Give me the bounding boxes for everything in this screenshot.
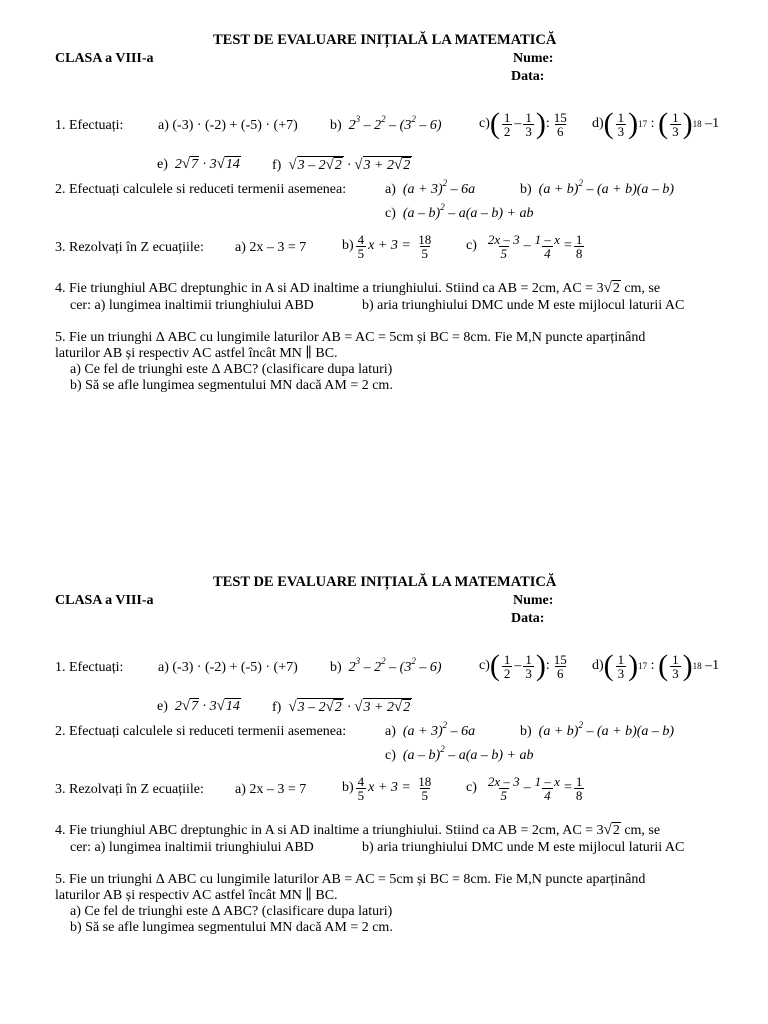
q3-c: c) $\frac{2x - 3}{5}$ – $\frac{1 - x}{4}$ = $\frac{1}{8}$ bbox=[466, 231, 583, 261]
q1-label: 1. Efectuați: bbox=[55, 118, 124, 133]
name-label: Nume: bbox=[513, 51, 554, 66]
q1-f-label: f) bbox=[272, 700, 282, 715]
q1-e: e) 2√7 · 3√14 bbox=[157, 156, 240, 172]
q5-b: b) Să se afle lungimea segmentului MN dacă AM = 2 cm. bbox=[70, 378, 393, 393]
fraction: $\frac{1}{3}$ bbox=[672, 109, 679, 139]
q5-line1: 5. Fie un triunghi Δ ABC cu lungimile laturilor AB = AC = 5cm și BC = 8cm. Fie M,N puncte aparținând bbox=[55, 330, 646, 345]
q2-a: a) $(a + 3)^2 - 6a$ bbox=[385, 720, 476, 739]
q1-b-expr: $2^3 - 2^2 - (3^2 - 6)$ bbox=[345, 656, 442, 675]
fraction: $\frac{4}{5}$ bbox=[357, 773, 365, 803]
q4-text-end: cm, se bbox=[624, 281, 661, 296]
q3-b: b) $\frac{4}{5}$ x + 3 = $\frac{18}{5}$ bbox=[342, 773, 432, 803]
fraction: $\frac{2x - 3}{5}$ bbox=[487, 773, 520, 803]
q5-a: a) Ce fel de triunghi este Δ ABC? (clasificare dupa laturi) bbox=[70, 362, 393, 377]
q1-b-label: b) bbox=[330, 660, 342, 675]
fraction: $\frac{1}{8}$ bbox=[575, 773, 583, 803]
q2-c: c) (a – b)$^2$ – a(a – b) + ab bbox=[385, 202, 534, 221]
q1-label: 1. Efectuați: bbox=[55, 660, 124, 675]
q2-c: c) (a – b)$^2$ – a(a – b) + ab bbox=[385, 744, 534, 763]
q1-b-expr: $2^3 - 2^2 - (3^2 - 6)$ bbox=[345, 114, 442, 133]
q1-f: f) √3 – 2√2 · √3 + 2√2 bbox=[272, 699, 411, 715]
q3-b-label: b) bbox=[342, 780, 354, 795]
q2-a-label: a) bbox=[385, 724, 396, 739]
q4-text-end: cm, se bbox=[624, 823, 661, 838]
q4-a: cer: a) lungimea inaltimii triunghiului ABD bbox=[70, 298, 314, 313]
q2-b: b) $(a + b)^2 - (a + b)(a - b)$ bbox=[520, 720, 675, 739]
q2-b-label: b) bbox=[520, 724, 532, 739]
q1-d-label: d) bbox=[592, 658, 604, 673]
q4-line1: 4. Fie triunghiul ABC dreptunghic in A si AD inaltime a triunghiului. Stiind ca AB = 2cm, AC = 3√2 cm, se bbox=[55, 822, 661, 838]
q2-text: 2. Efectuați calculele si reduceti termenii asemenea: bbox=[55, 182, 347, 197]
test-title: TEST DE EVALUARE INIȚIALĂ LA MATEMATICĂ bbox=[213, 32, 557, 48]
test-title: TEST DE EVALUARE INIȚIALĂ LA MATEMATICĂ bbox=[213, 574, 557, 590]
test-sheet-2 bbox=[0, 542, 768, 942]
fraction: $\frac{1}{2}$ bbox=[503, 109, 511, 139]
q2-a-label: a) bbox=[385, 182, 396, 197]
q1-a: a) (-3) · (-2) + (-5) · (+7) bbox=[158, 118, 298, 133]
q1-c: c) ( $\frac{1}{2}$ – $\frac{1}{3}$ ) : $\frac{15}{6}$ bbox=[479, 649, 567, 682]
q2-c-label: c) bbox=[385, 206, 396, 221]
fraction: $\frac{1}{3}$ bbox=[617, 651, 625, 681]
q3-a: a) 2x – 3 = 7 bbox=[235, 782, 307, 797]
fraction: $\frac{1}{8}$ bbox=[575, 231, 583, 261]
q1-d: d) ( $\frac{1}{3}$ ) 17 : ( $\frac{1}{3}$ ) 18 –1 bbox=[592, 107, 720, 140]
q1-b bbox=[330, 656, 442, 676]
fraction: $\frac{2x - 3}{5}$ bbox=[487, 231, 520, 261]
fraction: $\frac{1}{3}$ bbox=[525, 651, 532, 681]
q2-a: a) $(a + 3)^2 - 6a$ bbox=[385, 178, 476, 197]
q3-text: 3. Rezolvați în Z ecuațiile: bbox=[55, 782, 204, 797]
test-sheet-1 bbox=[0, 0, 768, 400]
q4-a: cer: a) lungimea inaltimii triunghiului ABD bbox=[70, 840, 314, 855]
q1-a: a) (-3) · (-2) + (-5) · (+7) bbox=[158, 660, 298, 675]
q1-d-label: d) bbox=[592, 116, 604, 131]
q2-text: 2. Efectuați calculele si reduceti termenii asemenea: bbox=[55, 724, 347, 739]
q1-d: d) ( $\frac{1}{3}$ ) 17 : ( $\frac{1}{3}$ ) 18 –1 bbox=[592, 649, 720, 682]
q5-a: a) Ce fel de triunghi este Δ ABC? (clasificare dupa laturi) bbox=[70, 904, 393, 919]
fraction: $\frac{1}{3}$ bbox=[617, 109, 625, 139]
q3-c: c) $\frac{2x - 3}{5}$ – $\frac{1 - x}{4}$ = $\frac{1}{8}$ bbox=[466, 773, 583, 803]
q2-b: b) $(a + b)^2 - (a + b)(a - b)$ bbox=[520, 178, 675, 197]
q3-text: 3. Rezolvați în Z ecuațiile: bbox=[55, 240, 204, 255]
q4-b: b) aria triunghiului DMC unde M este mijlocul laturii AC bbox=[362, 840, 685, 855]
name-label: Nume: bbox=[513, 593, 554, 608]
fraction: $\frac{18}{5}$ bbox=[418, 773, 432, 803]
q1-b bbox=[330, 114, 442, 134]
fraction: $\frac{15}{6}$ bbox=[553, 109, 567, 139]
q3-c-label: c) bbox=[466, 780, 477, 795]
q5-line2: laturilor AB și respectiv AC astfel încât MN ∥ BC. bbox=[55, 346, 338, 361]
q4-line1: 4. Fie triunghiul ABC dreptunghic in A si AD inaltime a triunghiului. Stiind ca AB = 2cm, AC = 3√2 cm, se bbox=[55, 280, 661, 296]
fraction: $\frac{1}{3}$ bbox=[525, 109, 532, 139]
q1-f: f) √3 – 2√2 · √3 + 2√2 bbox=[272, 157, 411, 173]
q1-b-label: b) bbox=[330, 118, 342, 133]
q4-b: b) aria triunghiului DMC unde M este mijlocul laturii AC bbox=[362, 298, 685, 313]
q3-a: a) 2x – 3 = 7 bbox=[235, 240, 307, 255]
q4-text: 4. Fie triunghiul ABC dreptunghic in A si AD inaltime a triunghiului. Stiind ca AB = 2cm, AC = 3 bbox=[55, 281, 604, 296]
q1-e: e) 2√7 · 3√14 bbox=[157, 698, 240, 714]
q1-e-label: e) bbox=[157, 157, 168, 172]
date-label: Data: bbox=[511, 69, 545, 84]
q1-f-label: f) bbox=[272, 158, 282, 173]
class-label: CLASA a VIII-a bbox=[55, 593, 154, 608]
fraction: $\frac{1 - x}{4}$ bbox=[534, 773, 560, 803]
q1-c-label: c) bbox=[479, 116, 490, 131]
q1-e-label: e) bbox=[157, 699, 168, 714]
q3-b: b) $\frac{4}{5}$ x + 3 = $\frac{18}{5}$ bbox=[342, 231, 432, 261]
q5-b: b) Să se afle lungimea segmentului MN dacă AM = 2 cm. bbox=[70, 920, 393, 935]
q2-c-label: c) bbox=[385, 748, 396, 763]
fraction: $\frac{4}{5}$ bbox=[357, 231, 365, 261]
q2-b-label: b) bbox=[520, 182, 532, 197]
q1-c-label: c) bbox=[479, 658, 490, 673]
date-label: Data: bbox=[511, 611, 545, 626]
fraction: $\frac{1 - x}{4}$ bbox=[534, 231, 560, 261]
q4-text: 4. Fie triunghiul ABC dreptunghic in A si AD inaltime a triunghiului. Stiind ca AB = 2cm, AC = 3 bbox=[55, 823, 604, 838]
q5-line1: 5. Fie un triunghi Δ ABC cu lungimile laturilor AB = AC = 5cm și BC = 8cm. Fie M,N puncte aparținând bbox=[55, 872, 646, 887]
q3-c-label: c) bbox=[466, 238, 477, 253]
fraction: $\frac{1}{3}$ bbox=[672, 651, 679, 681]
class-label: CLASA a VIII-a bbox=[55, 51, 154, 66]
q1-c: c) ( $\frac{1}{2}$ – $\frac{1}{3}$ ) : $\frac{15}{6}$ bbox=[479, 107, 567, 140]
fraction: $\frac{1}{2}$ bbox=[503, 651, 511, 681]
fraction: $\frac{18}{5}$ bbox=[418, 231, 432, 261]
q3-b-label: b) bbox=[342, 238, 354, 253]
fraction: $\frac{15}{6}$ bbox=[553, 651, 567, 681]
q5-line2: laturilor AB și respectiv AC astfel încât MN ∥ BC. bbox=[55, 888, 338, 903]
